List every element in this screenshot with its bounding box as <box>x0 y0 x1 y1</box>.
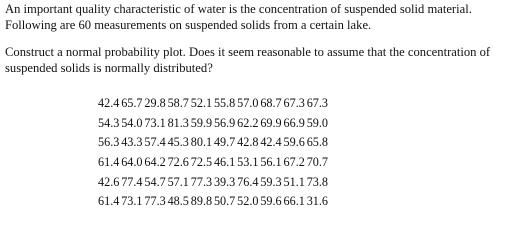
measurement-cell: 51.1 <box>283 174 305 189</box>
measurement-cell: 72.5 <box>190 155 213 170</box>
measurement-row <box>98 94 330 114</box>
measurement-cell: 77.4 <box>121 174 143 189</box>
measurement-cell: 89.8 <box>190 194 213 209</box>
measurement-cell: 56.1 <box>260 155 282 170</box>
measurement-cell: 46.1 <box>213 155 236 170</box>
measurement-cell: 45.3 <box>167 135 189 150</box>
measurement-cell: 52.1 <box>190 96 213 111</box>
measurement-cell: 59.3 <box>260 174 282 189</box>
measurement-cell: 53.1 <box>237 155 259 170</box>
measurement-cell: 76.4 <box>237 174 259 189</box>
measurement-cell: 65.7 <box>121 96 143 111</box>
measurement-row <box>98 172 330 192</box>
measurement-cell: 42.8 <box>237 135 259 150</box>
measurement-cell: 57.0 <box>237 96 259 111</box>
measurement-cell: 59.9 <box>190 115 213 130</box>
measurement-cell: 31.6 <box>306 194 329 209</box>
measurement-cell: 58.7 <box>167 96 189 111</box>
measurement-cell: 57.1 <box>167 174 189 189</box>
measurement-cell: 52.0 <box>237 194 259 209</box>
measurement-cell: 64.0 <box>121 155 143 170</box>
measurement-cell: 42.4 <box>260 135 282 150</box>
measurement-cell: 54.0 <box>121 115 143 130</box>
question-line-1: Construct a normal probability plot. Does it seem reasonable to assume that the concentration of <box>5 45 491 59</box>
measurements-table-body <box>98 94 330 212</box>
measurement-row <box>98 153 330 173</box>
measurement-cell: 61.4 <box>98 194 120 209</box>
intro-line-2: Following are 60 measurements on suspended solids from a certain lake. <box>5 18 372 32</box>
measurement-cell: 69.9 <box>260 115 282 130</box>
measurement-cell: 61.4 <box>98 155 120 170</box>
measurement-row <box>98 133 330 153</box>
measurement-cell: 67.3 <box>306 96 329 111</box>
measurement-cell: 54.7 <box>144 174 166 189</box>
question-line-2: suspended solids is normally distributed? <box>5 61 213 75</box>
measurement-cell: 66.1 <box>283 194 305 209</box>
measurement-row <box>98 192 330 212</box>
measurement-cell: 73.1 <box>144 115 166 130</box>
measurement-cell: 39.3 <box>213 174 236 189</box>
measurement-row <box>98 114 330 134</box>
measurement-cell: 72.6 <box>167 155 189 170</box>
measurement-cell: 42.6 <box>98 174 120 189</box>
measurement-cell: 43.3 <box>121 135 143 150</box>
measurement-cell: 57.4 <box>144 135 166 150</box>
measurement-cell: 50.7 <box>213 194 236 209</box>
measurement-cell: 81.3 <box>167 115 189 130</box>
measurement-cell: 48.5 <box>167 194 189 209</box>
measurement-cell: 55.8 <box>213 96 236 111</box>
measurement-cell: 66.9 <box>283 115 305 130</box>
intro-line-1: An important quality characteristic of water is the concentration of suspended solid material. <box>5 2 472 16</box>
measurement-cell: 49.7 <box>213 135 236 150</box>
measurement-cell: 68.7 <box>260 96 282 111</box>
intro-paragraph <box>5 1 472 33</box>
measurement-cell: 62.2 <box>237 115 259 130</box>
measurement-cell: 56.3 <box>98 135 120 150</box>
measurement-cell: 73.1 <box>121 194 143 209</box>
measurement-cell: 59.6 <box>283 135 305 150</box>
measurement-cell: 77.3 <box>144 194 166 209</box>
measurement-cell: 70.7 <box>306 155 329 170</box>
measurements-table <box>98 94 330 212</box>
measurement-cell: 67.3 <box>283 96 305 111</box>
measurement-cell: 80.1 <box>190 135 213 150</box>
measurement-cell: 65.8 <box>306 135 329 150</box>
question-paragraph <box>5 44 490 76</box>
measurement-cell: 59.0 <box>306 115 329 130</box>
measurement-cell: 77.3 <box>190 174 213 189</box>
measurement-cell: 54.3 <box>98 115 120 130</box>
measurement-cell: 42.4 <box>98 96 120 111</box>
measurement-cell: 64.2 <box>144 155 166 170</box>
measurement-cell: 67.2 <box>283 155 305 170</box>
measurement-cell: 29.8 <box>144 96 166 111</box>
measurement-cell: 59.6 <box>260 194 282 209</box>
measurement-cell: 56.9 <box>213 115 236 130</box>
measurement-cell: 73.8 <box>306 174 329 189</box>
